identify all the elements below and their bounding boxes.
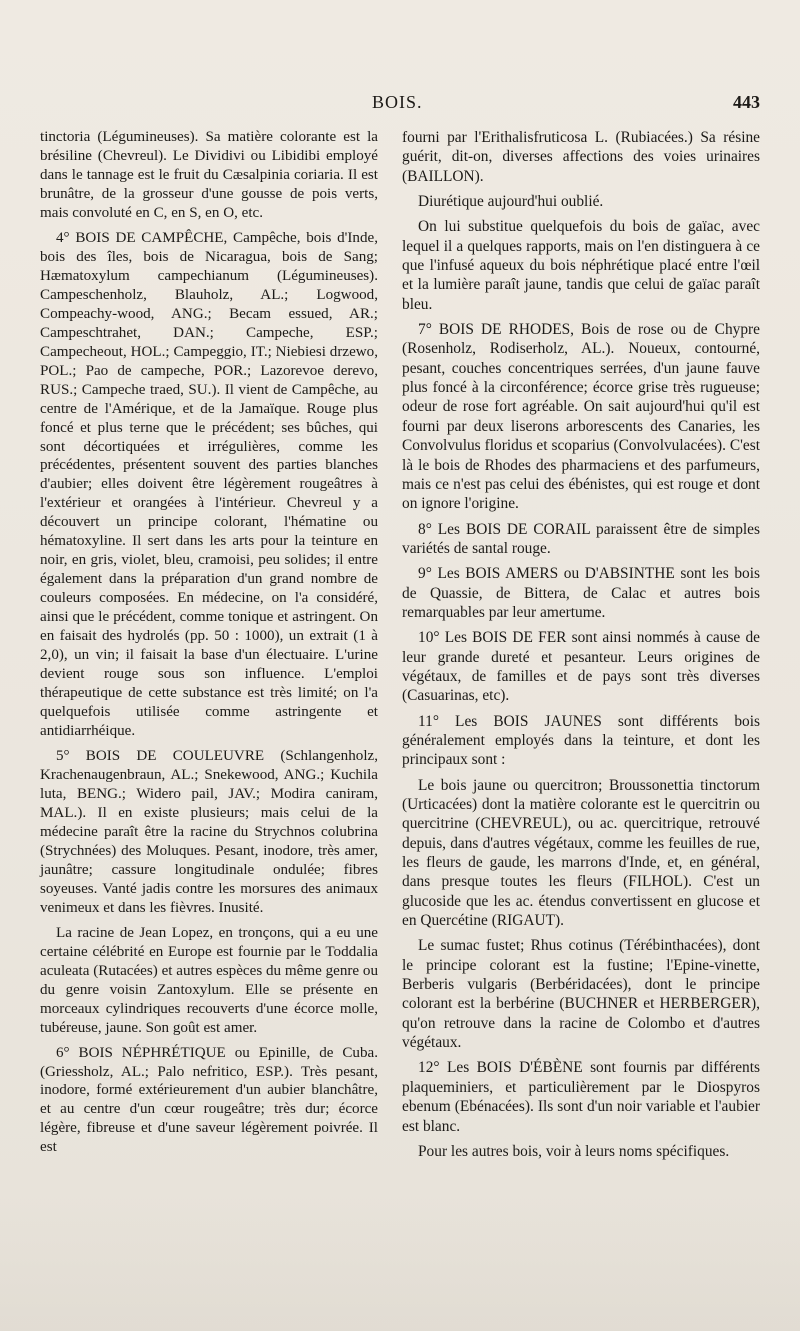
paragraph: tinctoria (Légumineuses). Sa matière colorante est la brésiline (Chevreul). Le Dividivi ou Libidibi employé dans le tannage est le fruit du Cæsalpinia coriaria. Il est brunâtre, de la grosseur d'une gousse de pois verts, mais convoluté en C, en S, en O, etc. <box>40 129 378 221</box>
page-number: 443 <box>733 92 760 112</box>
paragraph: 4° BOIS DE CAMPÊCHE, Campêche, bois d'Inde, bois des îles, bois de Nicaragua, bois de Sang; Hæmatoxylum campechianum (Légumineuses). Campeschenholz, Blauholz, AL.; Logwood, Compeachy-wood, ANG.; Becam essued, AR.; Campeschtrahet, DAN.; Campeche, ESP.; Campecheout, HOL.; Campeggio, IT.; Niebiesi drzewo, POL.; Pao de campeche, POR.; Lazorevoe derevo, RUS.; Campeche traed, SU.). Il vient de Campêche, au centre de l'Amérique, et de la Jamaïque. Rouge plus foncé et plus terne que le précédent; ses bûches, qui sont décortiquées et irrégulières, comme les précédentes, présentent souvent des parties blanches d'aubier; elles doivent être légèrement rougeâtres à l'extérieur et orangées à l'intérieur. Chevreul y a découvert un principe colorant, l'hématine ou hématoxyline. Il sert dans les arts pour la teinture en noir, en gris, violet, bleu, cramoisi, peu solides; il entre également dans la préparation d'un grand nombre de couleurs composées. En médecine, on l'a considéré, ainsi que le précédent, comme tonique et astringent. On en faisait des hydrolés (pp. 50 : 1000), un extrait (1 à 2,0), un vin; il faisait la base d'un électuaire. L'urine devient rouge sous son influence. L'emploi thérapeutique de cette substance est très limité; on l'a quelquefois utilisée comme astringente et antidiarrhéique. <box>40 229 378 740</box>
paragraph: 8° Les BOIS DE CORAIL paraissent être de simples variétés de santal rouge. <box>402 520 760 557</box>
paragraph: 7° BOIS DE RHODES, Bois de rose ou de Chypre (Rosenholz, Rodiserholz, AL.). Noueux, contourné, pesant, couches concentriques serrées, d'un jaune fauve plus foncé à la circonférence; écorce grise très rugueuse; odeur de rose fort agréable. On sait aujourd'hui qu'il est fourni par deux liserons arborescents des Canaries, les Convolvulus floridus et scoparius (Convolvulacées). C'est là le bois de Rhodes des pharmaciens et des parfumeurs, mais ce n'est pas celui des ébénistes, qui est rouge et dont on ignore l'origine. <box>402 321 760 513</box>
paragraph: Le sumac fustet; Rhus cotinus (Térébinthacées), dont le principe colorant est la fustine; l'Epine-vinette, Berberis vulgaris (Berbéridacées), dont le principe colorant est la berbérine (BUCHNER et HERBERGER), qu'on retrouve dans la racine de Colombo et d'autres végétaux. <box>402 937 760 1052</box>
paragraph: 9° Les BOIS AMERS ou D'ABSINTHE sont les bois de Quassie, de Bittera, de Calac et autres bois remarquables par leur amertume. <box>402 565 760 621</box>
paragraph: Diurétique aujourd'hui oublié. <box>418 193 604 211</box>
paragraph: 11° Les BOIS JAUNES sont différents bois généralement employés dans la teinture, et dont les principaux sont : <box>402 712 760 769</box>
paragraph: 10° Les BOIS DE FER sont ainsi nommés à cause de leur grande dureté et pesanteur. Leurs origines de végétaux, de familles et de pays sont très diverses (Casuarinas, etc). <box>402 629 760 705</box>
paragraph: fourni par l'Erithalisfruticosa L. (Rubiacées.) Sa résine guérit, dit-on, diverses affections des voies urinaires (BAILLON). <box>402 129 760 185</box>
running-title: BOIS. <box>372 92 423 112</box>
paragraph: On lui substitue quelquefois du bois de gaïac, avec lequel il a quelques rapports, mais on l'en distinguera à ce que l'infusé aqueux du bois néphrétique placé entre l'œil et la lumière paraît jaune, tandis que celui de gaïac paraît bleu. <box>402 218 760 313</box>
paragraph: 6° BOIS NÉPHRÉTIQUE ou Epinille, de Cuba. (Griessholz, AL.; Palo nefritico, ESP.). Très pesant, inodore, formé extérieurement d'un aubier blanchâtre, et au centre d'un cœur rougeâtre; très dur; écorce légère, fibreuse et d'une saveur légèrement poivrée. Il est <box>40 1044 378 1156</box>
paragraph: La racine de Jean Lopez, en tronçons, qui a eu une certaine célébrité en Europe est fournie par le Toddalia aculeata (Rutacées) et autres espèces du même genre ou du genre voisin Zantoxylum. Elle se présente en morceaux cylindriques recouverts d'une écorce molle, tubéreuse, jaune. Son goût est amer. <box>40 924 378 1036</box>
right-column <box>402 128 760 1167</box>
paragraph: 12° Les BOIS D'ÉBÈNE sont fournis par différents plaqueminiers, et particulièrement par le Diospyros ebenum (Ebénacées). Ils sont d'un noir variable et l'aubier est blanc. <box>402 1059 760 1135</box>
paragraph: Pour les autres bois, voir à leurs noms spécifiques. <box>418 1142 730 1160</box>
running-head <box>0 92 800 114</box>
paragraph: Le bois jaune ou quercitron; Broussonettia tinctorum (Urticacées) dont la matière colorante est le quercitrin ou quercitrine (CHEVREUL), ou ac. quercitrique, retrouvé depuis, dans d'autres végétaux, comme les feuilles de rue, les fleurs de gaude, les marrons d'Inde, et, en général, dans presque toutes les fleurs (FILHOL). C'est un glucoside que les ac. étendus convertissent en glucose et en Quercétine (RIGAUT). <box>402 776 760 930</box>
page-shade <box>0 1191 800 1331</box>
left-column <box>40 128 378 1163</box>
paragraph: 5° BOIS DE COULEUVRE (Schlangenholz, Krachenaugenbraun, AL.; Snekewood, ANG.; Kuchila luta, BENG.; Widero pail, JAV.; Modira caniram, MAL.). Il en existe plusieurs; mais celui de la médecine paraît être la racine du Strychnos colubrina (Strychnées) des Moluques. Pesant, inodore, très amer, jaunâtre; cassure longitudinale ondulée; fibres soyeuses. Vanté jadis contre les morsures des animaux venimeux et dans les fièvres. Inusité. <box>40 748 378 916</box>
